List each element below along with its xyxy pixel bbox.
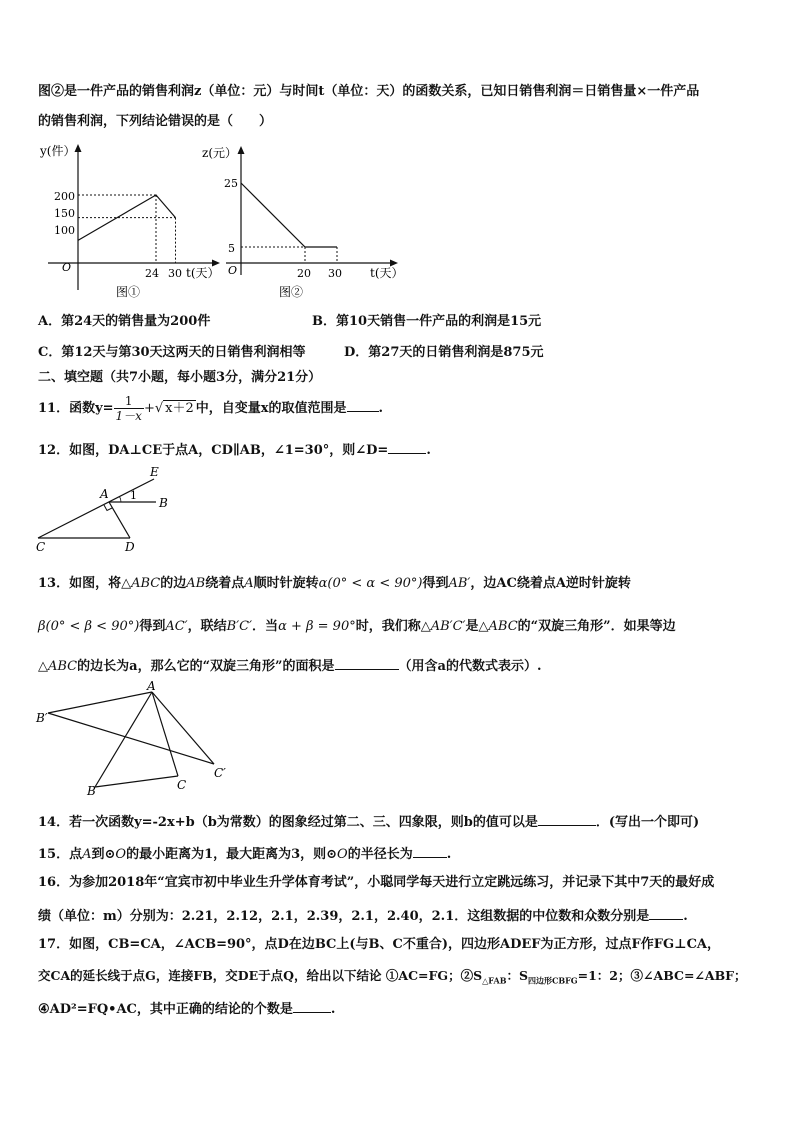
chart2-ytick-25: 25 [224, 177, 238, 190]
q13-seg-ab [95, 692, 152, 787]
q13-label-c: C [177, 778, 187, 792]
chart1-xtick-24: 24 [145, 267, 159, 280]
chart1-xlabel: t(天） [186, 266, 220, 280]
q17-end: . [330, 1002, 336, 1017]
q12-label-e: E [150, 466, 159, 479]
q17-s-2: ：S [506, 968, 528, 983]
q12-line-ad [109, 502, 130, 538]
q13-ac-prime: AC′ [165, 619, 188, 634]
chart2-xtick-30: 30 [328, 267, 342, 280]
q13-label-a: A [147, 680, 156, 693]
q17-sub-cbfg: 四边形CBFG [528, 975, 578, 986]
q13-t9: ．当 [252, 619, 279, 634]
q14-text: 14．若一次函数y=-2x+b（b为常数）的图象经过第二、三、四象限，则b的值可以是 [38, 815, 538, 830]
chart1-y-arrow [75, 144, 82, 152]
chart2-xtick-20: 20 [297, 267, 311, 280]
q16-line2 [38, 905, 688, 926]
q17-conclusion-1: AC=FG； [398, 968, 461, 983]
q16-end: . [683, 909, 688, 924]
q10-figures [36, 140, 408, 300]
q11-question: 中，自变量x的取值范围是 [195, 401, 347, 416]
q13-t4: 顺时针旋转 [253, 576, 319, 591]
q11-radical-sign: √ [154, 401, 164, 416]
q12 [38, 439, 431, 460]
q11-radicand: x＋2 [165, 401, 194, 416]
chart1-ytick-150: 150 [54, 207, 75, 220]
chart-1 [39, 143, 220, 299]
q10-option-c: C．第12天与第30天这两天的日销售利润相等 [38, 345, 306, 360]
q11-end: . [378, 401, 384, 416]
q12-end: . [426, 443, 431, 458]
section-fill-in-title: 二、填空题（共7小题，每小题3分，满分21分） [38, 370, 322, 385]
q17-s: S [473, 968, 483, 983]
q12-label-1: 1 [130, 489, 137, 502]
q17-ratio: =1：2； [577, 968, 631, 983]
q12-answer-blank[interactable] [388, 439, 426, 454]
q13-a: A [244, 576, 254, 591]
q13-ab-prime: AB′ [448, 576, 471, 591]
q13-beta-range: β(0° < β < 90°) [38, 619, 140, 634]
q12-label-a: A [100, 487, 109, 501]
q13-ab: AB [186, 576, 206, 591]
q13-label-c-prime: C′ [214, 766, 226, 780]
q14-end: ．(写出一个即可) [595, 815, 700, 830]
chart2-xlabel: t(天） [370, 266, 404, 280]
q13-answer-blank[interactable] [335, 655, 399, 670]
q10-line2: 的销售利润，下列结论错误的是（ ） [38, 114, 273, 129]
q10-option-b: B．第10天销售一件产品的利润是15元 [312, 314, 542, 329]
q15-end: . [446, 847, 452, 862]
chart2-ytick-5: 5 [228, 242, 235, 255]
q13-t10: 时，我们称△ [355, 619, 431, 634]
q13-t7: 得到 [139, 619, 166, 634]
q13-alpha-range: α(0° < α < 90°) [318, 576, 423, 591]
q13-t3: 绕着点 [205, 576, 245, 591]
q15-a: A [82, 847, 92, 862]
chart1-xtick-30: 30 [168, 267, 182, 280]
q11-fraction [114, 394, 144, 423]
q13-bc-prime: B′C′ [226, 619, 253, 634]
q11 [38, 392, 383, 428]
q15-o2: O [337, 847, 348, 862]
q11-plus: + [143, 401, 155, 416]
chart1-ylabel: y(件） [40, 144, 76, 158]
q13-label-b-prime: B′ [36, 711, 48, 725]
q17-conclusion-3: ∠ABC=∠ABF； [643, 968, 747, 983]
q10-option-d: D．第27天的日销售利润是875元 [344, 345, 544, 360]
q15-t1: 15．点 [38, 847, 83, 862]
q15-t4: 的半径长为 [347, 847, 413, 862]
chart1-ytick-100: 100 [54, 224, 75, 237]
q17-line3 [38, 998, 335, 1019]
chart2-caption: 图② [279, 285, 304, 299]
q11-denominator: 1－x [115, 409, 142, 423]
q13-line1 [38, 575, 631, 593]
q13-t1: 13．如图，将△ [38, 576, 132, 591]
chart-2 [202, 146, 404, 299]
q17-answer-blank[interactable] [293, 998, 331, 1013]
q13-line2 [38, 618, 676, 636]
q12-figure [30, 466, 180, 556]
q17-circle-4: ④ [38, 1002, 50, 1017]
q14-answer-blank[interactable] [538, 811, 596, 826]
q11-numerator: 1 [114, 394, 144, 409]
q16-line1: 16．为参加2018年“宜宾市初中毕业生升学体育考试”，小聪同学每天进行立定跳远练习，并记录下其中7天的最好成 [38, 875, 715, 890]
q13-t15: （用含a的代数式表示）. [398, 659, 542, 674]
q12-label-c: C [36, 540, 46, 554]
q13-t8: ，联结 [187, 619, 227, 634]
chart2-origin: O [228, 264, 238, 277]
q13-t13: △ [38, 659, 48, 674]
q17-line2 [38, 967, 747, 990]
q15-answer-blank[interactable] [413, 843, 447, 858]
chart1-origin: O [62, 261, 72, 274]
q13-abc-2: ABC [488, 619, 518, 634]
q12-line-ce [38, 479, 154, 538]
q13-figure [30, 680, 240, 795]
q12-angle1-arc [120, 497, 122, 503]
q13-condition: α + β = 90° [278, 619, 356, 634]
q13-abc: ABC [131, 576, 161, 591]
q13-label-b: B [87, 784, 96, 795]
q17-circle-3: ③ [630, 968, 644, 983]
q17-sub-fab: △FAB [482, 975, 507, 986]
q17-t1: 交CA的延长线于点G，连接FB，交DE于点Q，给出以下结论 [38, 968, 382, 983]
q17-circle-2: ② [460, 968, 474, 983]
q13-t2: 的边 [160, 576, 187, 591]
q15-t2: 到⊙ [91, 847, 116, 862]
q17-circle-1: ① [385, 968, 399, 983]
q17-line1: 17．如图，CB=CA，∠ACB=90°，点D在边BC上(与B、C不重合)，四边形ADEF为正方形，过点F作FG⊥CA， [38, 937, 721, 952]
q13-t12: 的“双旋三角形”．如果等边 [517, 619, 676, 634]
q13-abc-prime: AB′C′ [430, 619, 466, 634]
q13-abc-3: ABC [48, 659, 78, 674]
q13-t11: 是△ [465, 619, 489, 634]
q13-seg-bc [95, 776, 178, 787]
q13-t14: 的边长为a，那么它的“双旋三角形”的面积是 [77, 659, 335, 674]
q15 [38, 843, 451, 864]
q16-text: 绩（单位：m）分别为：2.21，2.12，2.1，2.39，2.1，2.40，2.1．这组数据的中位数和众数分别是 [38, 909, 650, 924]
q12-label-b: B [159, 496, 168, 510]
q10-option-a: A．第24天的销售量为200件 [38, 314, 211, 329]
q15-o1: O [115, 847, 127, 862]
q13-seg-ab-prime [48, 692, 152, 713]
chart2-y-arrow [238, 146, 245, 154]
q17-conclusion-4: AD²=FQ•AC，其中正确的结论的个数是 [49, 1002, 293, 1017]
q13-seg-ac-prime [152, 692, 214, 764]
q10-line1: 图②是一件产品的销售利润z（单位：元）与时间t（单位：天）的函数关系，已知日销售利润＝日销售量×一件产品 [38, 84, 700, 99]
q13-seg-bc-prime [48, 713, 214, 764]
q14 [38, 811, 699, 832]
chart1-ytick-200: 200 [54, 190, 75, 203]
chart2-series-line [241, 183, 337, 247]
q13-t5: 得到 [422, 576, 449, 591]
q12-text: 12．如图，DA⊥CE于点A，CD∥AB，∠1=30°，则∠D= [38, 443, 389, 458]
q11-prefix: 11．函数y= [38, 401, 114, 416]
chart2-ylabel: z(元） [202, 146, 238, 160]
q13-t6: ，边AC绕着点A逆时针旋转 [470, 576, 631, 591]
q13-seg-ac [152, 692, 178, 776]
q12-label-d: D [125, 540, 135, 554]
q11-answer-blank[interactable] [347, 397, 379, 412]
q16-answer-blank[interactable] [649, 905, 683, 920]
chart1-caption: 图① [116, 285, 141, 299]
q15-t3: 的最小距离为1，最大距离为3，则⊙ [126, 847, 338, 862]
q13-line3 [38, 655, 541, 676]
